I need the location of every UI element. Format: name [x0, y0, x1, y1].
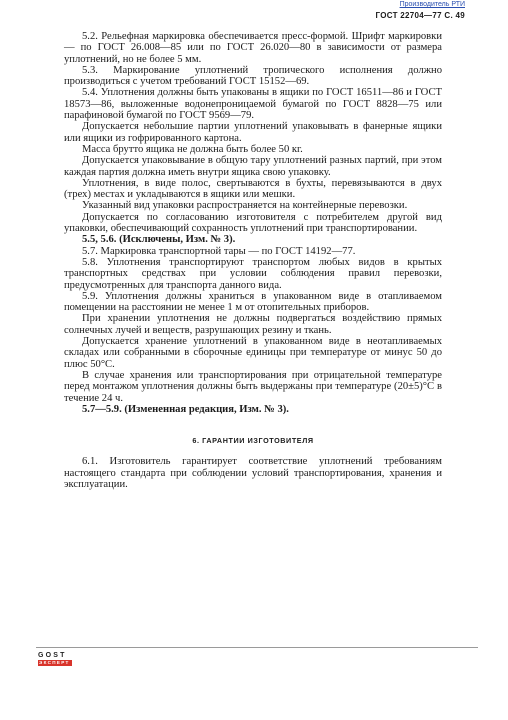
paragraph-common-container: Допускается упаковывание в общую тару уплотнений разных партий, при этом каждая партия должна иметь внутри ящика свою упаковку.	[64, 155, 442, 178]
paragraph-gross-weight: Масса брутто ящика не должна быть более 50 кг.	[82, 143, 303, 155]
clause-5-9: 5.9. Уплотнения должны храниться в упакованном виде в отапливаемом помещении на расстоянии не менее 1 м от отопительных приборов.	[64, 290, 442, 314]
clause-6-1: 6.1. Изготовитель гарантирует соответствие уплотнений требованиям настоящего стандарта при соблюдении условий транспортирования, хранения и эксплуатации.	[64, 456, 442, 490]
document-reference: ГОСТ 22704—77 С. 49	[375, 11, 465, 20]
paragraph-unheated-storage: Допускается хранение уплотнений в упакованном виде в неотапливаемых складах или собранными в сборочные единицы при температуре от минус 50 до плюс 50°С.	[64, 336, 442, 370]
paragraph-container-transport: Указанный вид упаковки распространяется на контейнерные перевозки.	[82, 200, 408, 212]
clause-5-4: 5.4. Уплотнения должны быть упакованы в ящики по ГОСТ 16511—86 и ГОСТ 18573—86, выложенные водонепроницаемой бумагой по ГОСТ 8828—75 или парафиновой бумагой по ГОСТ 9569—79.	[64, 87, 442, 122]
logo-bottom-text: ЭКСПЕРТ	[38, 660, 72, 666]
section-title: 6. ГАРАНТИИ ИЗГОТОВИТЕЛЯ	[192, 436, 314, 446]
clause-5-2: 5.2. Рельефная маркировка обеспечивается пресс-формой. Шрифт маркировки — по ГОСТ 26.008—85 или по ГОСТ 26.020—80 в зависимости от размера уплотнений, но не более 5 мм.	[64, 31, 442, 65]
clause-5-3: 5.3. Маркирование уплотнений тропического исполнения должно производиться с учетом требований ГОСТ 15152—69.	[64, 64, 442, 88]
paragraph-negative-temperature: В случае хранения или транспортирования при отрицательной температуре перед монтажом уплотнения должны быть выдержаны при температуре (20±5)°С в течение 24 ч.	[64, 369, 442, 404]
gost-expert-logo	[38, 652, 72, 668]
amendment-note: 5.7—5.9. (Измененная редакция, Изм. № 3).	[82, 403, 289, 415]
paragraph-other-packaging: Допускается по согласованию изготовителя с потребителем другой вид упаковки, обеспечивающий сохранность уплотнений при транспортировании.	[64, 211, 442, 235]
clause-5-5-5-6: 5.5, 5.6. (Исключены, Изм. № 3).	[82, 234, 236, 246]
paragraph-small-batches: Допускается небольшие партии уплотнений упаковывать в фанерные ящики или ящики из гофрированного картона.	[64, 121, 442, 144]
footer-divider	[36, 647, 478, 648]
logo-top-text: GOST	[38, 652, 67, 659]
paragraph-strip-seals: Уплотнения, в виде полос, свертываются в бухты, перевязываются в двух (трех) местах и укладываются в ящики или мешки.	[64, 177, 442, 201]
manufacturer-link[interactable]: Производитель РТИ	[399, 1, 465, 8]
document-body	[64, 31, 442, 490]
paragraph-sunlight: При хранении уплотнения не должны подвергаться воздействию прямых солнечных лучей и веществ, разрушающих резину и ткань.	[64, 313, 442, 336]
clause-5-8: 5.8. Уплотнения транспортируют транспортом любых видов в крытых транспортных средствах при условии соблюдения правил перевозки, предусмотренных для транспорта данного вида.	[64, 256, 442, 291]
clause-5-7: 5.7. Маркировка транспортной тары — по ГОСТ 14192—77.	[82, 245, 356, 257]
